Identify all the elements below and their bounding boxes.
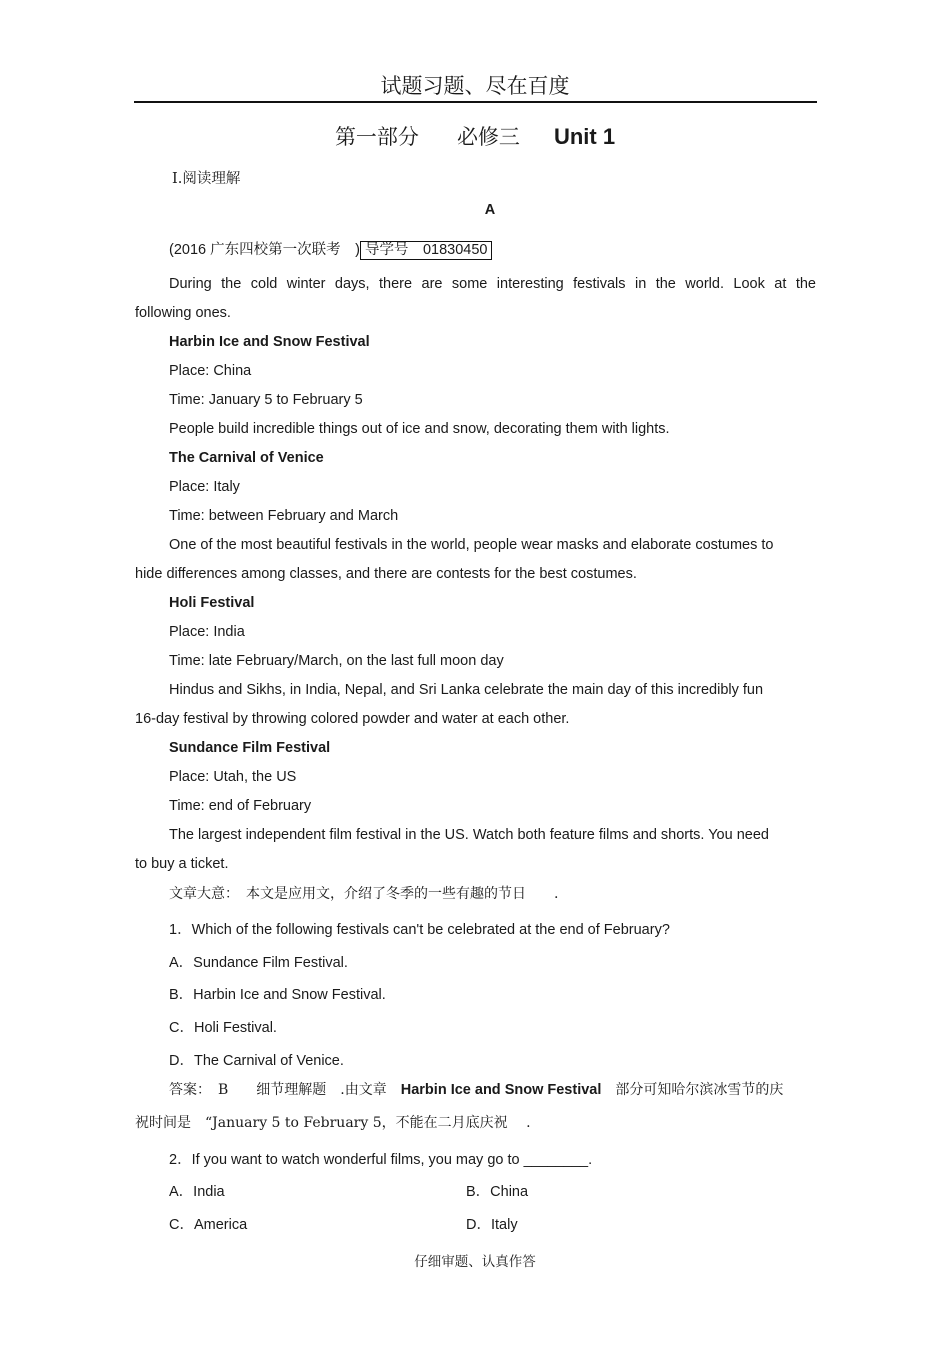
intro-line-2: following ones. — [135, 305, 231, 321]
festival-desc-line-2: 16-day festival by throwing colored powder and water at each other. — [135, 711, 570, 727]
festival-desc-line-2: to buy a ticket. — [135, 856, 229, 872]
answer-line-1 — [169, 1079, 783, 1099]
festival-name: Sundance Film Festival — [169, 740, 331, 756]
option-a: A．Sundance Film Festival. — [169, 955, 348, 971]
festival-time: Time: late February/March, on the last full moon day — [169, 653, 504, 669]
festival-time: Time: end of February — [169, 798, 312, 814]
festival-place: Place: Utah, the US — [169, 769, 297, 785]
part-label: 第一部分 — [334, 125, 419, 149]
intro-line-1: During the cold winter days, there are some interesting festivals in the world. Look at the — [169, 276, 816, 292]
festival-place: Place: China — [169, 363, 252, 379]
festival-name: Holi Festival — [169, 595, 255, 611]
festival-desc-line-1: Hindus and Sikhs, in India, Nepal, and Sri Lanka celebrate the main day of this incredibly fun — [169, 682, 764, 698]
unit-label: Unit 1 — [553, 124, 616, 149]
festival-place: Place: India — [169, 624, 245, 640]
festival-desc-line-1: The largest independent film festival in the US. Watch both feature films and shorts. You need — [169, 827, 769, 843]
answer-suffix: 部分可知哈尔滨冰雪节的庆 — [601, 1082, 784, 1098]
answer-line-2: 祝时间是 “January 5 to February 5，不能在二月底庆祝 . — [135, 1115, 531, 1131]
answer-prefix: 答案： B 细节理解题 .由文章 — [169, 1082, 401, 1098]
option-b: B．Harbin Ice and Snow Festival. — [169, 987, 386, 1003]
question-stem: 2．If you want to watch wonderful films, you may go to ________. — [169, 1152, 593, 1168]
option-c: C．Holi Festival. — [169, 1020, 277, 1036]
option-d: D．Italy — [466, 1217, 518, 1233]
option-b: B．China — [466, 1184, 529, 1200]
page-footer: 仔细审题、认真作答 — [414, 1254, 536, 1270]
header-rule — [134, 101, 817, 103]
option-c: C．America — [169, 1217, 248, 1233]
festival-place: Place: Italy — [169, 479, 240, 495]
source-text: (2016 广东四校第一次联考 ) — [169, 242, 360, 258]
section-label: Ⅰ.阅读理解 — [172, 171, 241, 187]
answer-bold: Harbin Ice and Snow Festival — [400, 1082, 602, 1098]
festival-name: The Carnival of Venice — [169, 450, 324, 466]
guide-number-box: 导学号 01830450 — [360, 241, 493, 260]
book-label: 必修三 — [456, 125, 520, 149]
source-line — [169, 238, 492, 259]
festival-desc-line-2: hide differences among classes, and there are contests for the best costumes. — [135, 566, 637, 582]
festival-desc: People build incredible things out of ice and snow, decorating them with lights. — [169, 421, 670, 437]
option-d: D．The Carnival of Venice. — [169, 1053, 344, 1069]
option-a: A．India — [169, 1184, 225, 1200]
festival-time: Time: between February and March — [169, 508, 399, 524]
page-header: 试题习题、尽在百度 — [380, 74, 570, 98]
question-stem: 1．Which of the following festivals can't be celebrated at the end of February? — [169, 922, 670, 938]
festival-name: Harbin Ice and Snow Festival — [169, 334, 370, 350]
festival-desc-line-1: One of the most beautiful festivals in the world, people wear masks and elaborate costumes to — [169, 537, 774, 553]
passage-summary: 文章大意： 本文是应用文，介绍了冬季的一些有趣的节日 . — [169, 886, 559, 902]
passage-letter: A — [484, 202, 496, 218]
festival-time: Time: January 5 to February 5 — [169, 392, 363, 408]
doc-title — [0, 121, 950, 151]
